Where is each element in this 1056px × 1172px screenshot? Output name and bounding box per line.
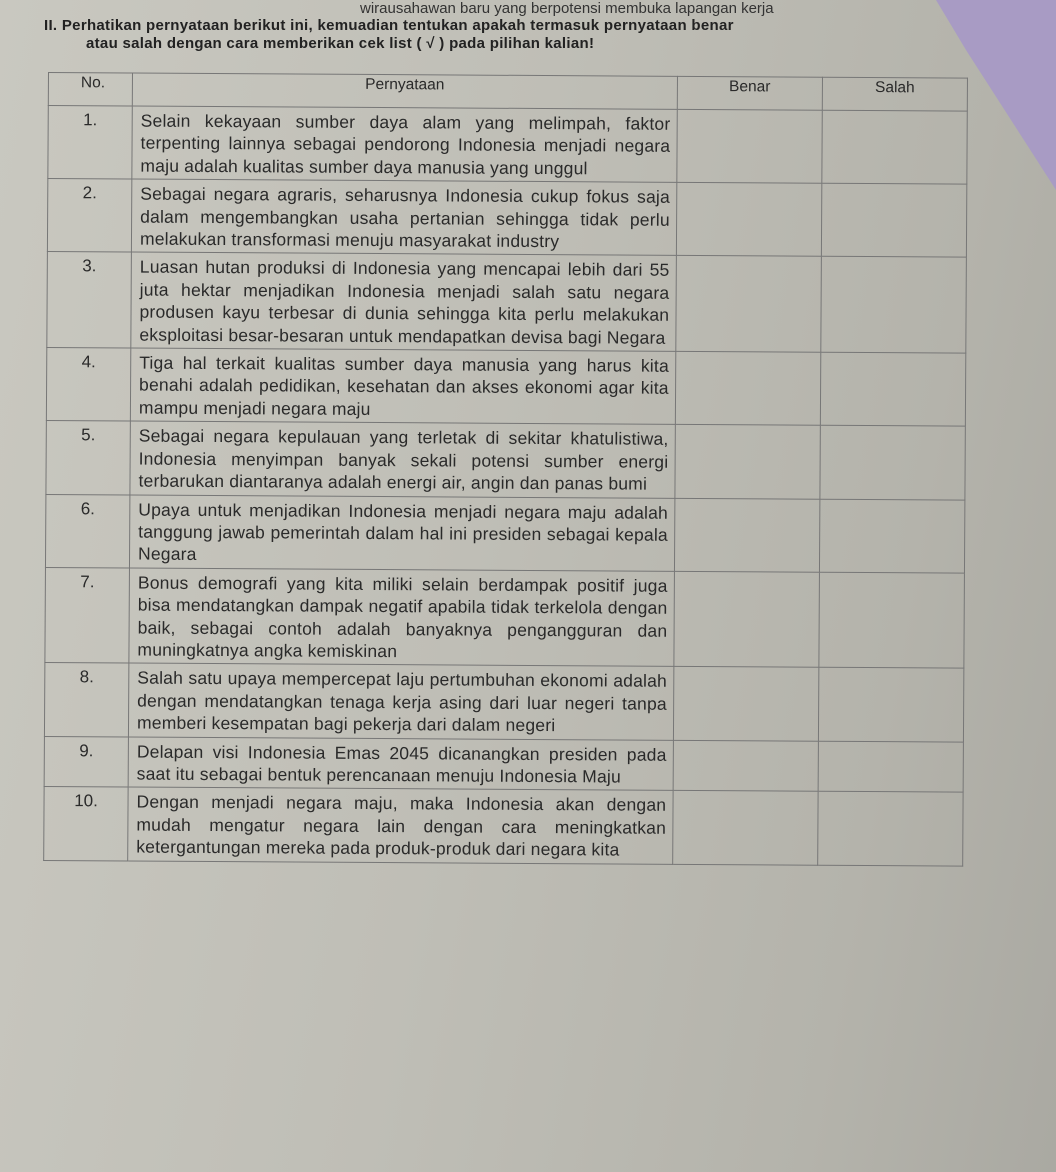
row-number: 5. [46, 421, 130, 495]
table-row [47, 179, 966, 258]
instruction-line-1: II. Perhatikan pernyataan berikut ini, kemuadian tentukan apakah termasuk pernyataan benar [44, 17, 734, 34]
column-false: Salah [822, 77, 967, 111]
false-checkbox-cell[interactable] [818, 792, 964, 866]
true-checkbox-cell[interactable] [675, 425, 821, 499]
true-checkbox-cell[interactable] [674, 498, 820, 572]
table-header-row [48, 73, 967, 112]
true-checkbox-cell[interactable] [676, 183, 822, 257]
statement-text: Luasan hutan produksi di Indonesia yang mencapai lebih dari 55 juta hektar menjadikan Indonesia menjadi salah satu negara produsen kayu terbesar di dunia sehingga kita perlu melakukan eksploitasi besar-besaran untuk mendapatkan devisa bagi Negara [131, 252, 676, 351]
previous-text-line: wirausahawan baru yang berpotensi membuka lapangan kerja [360, 0, 774, 17]
true-checkbox-cell[interactable] [675, 351, 821, 425]
table-row [44, 787, 963, 866]
row-number: 2. [47, 179, 131, 253]
row-number: 8. [44, 663, 128, 737]
true-checkbox-cell[interactable] [677, 109, 823, 183]
false-checkbox-cell[interactable] [820, 426, 966, 500]
column-true: Benar [677, 76, 822, 110]
row-number: 10. [44, 787, 128, 861]
true-false-table [43, 72, 968, 866]
statement-text: Sebagai negara kepulauan yang terletak di sekitar khatulistiwa, Indonesia menyimpan banyak sekali potensi sumber energi terbarukan diantaranya adalah energi air, angin dan panas bumi [130, 421, 675, 498]
statement-text: Dengan menjadi negara maju, maka Indonesia akan dengan mudah mengatur negara lain dengan cara meningkatkan ketergantungan mereka pada produk-produk dari negara kita [128, 787, 673, 864]
statement-text: Delapan visi Indonesia Emas 2045 dicanangkan presiden pada saat itu sebagai bentuk perencanaan menuju Indonesia Maju [128, 737, 673, 791]
table-row [45, 494, 964, 573]
instruction-line-2: atau salah dengan cara memberikan cek list ( √ ) pada pilihan kalian! [86, 35, 595, 52]
row-number: 7. [45, 567, 130, 663]
table-row [45, 567, 965, 668]
false-checkbox-cell[interactable] [821, 183, 967, 257]
true-checkbox-cell[interactable] [674, 571, 820, 668]
false-checkbox-cell[interactable] [820, 352, 966, 426]
table-row [44, 663, 963, 742]
table-row [48, 106, 967, 185]
table-row [46, 348, 965, 427]
table-row [47, 252, 967, 353]
true-checkbox-cell[interactable] [672, 791, 818, 865]
true-checkbox-cell[interactable] [673, 740, 819, 792]
false-checkbox-cell[interactable] [818, 741, 963, 793]
statement-text: Salah satu upaya mempercepat laju pertumbuhan ekonomi adalah dengan mendatangkan tenaga kerja asing dari luar negeri tanpa memberi kesempatan bagi pekerja dari dalam negeri [128, 663, 673, 740]
table-row [46, 421, 965, 500]
false-checkbox-cell[interactable] [819, 499, 965, 573]
false-checkbox-cell[interactable] [821, 257, 967, 354]
true-checkbox-cell[interactable] [673, 667, 819, 741]
false-checkbox-cell[interactable] [818, 668, 964, 742]
statement-text: Tiga hal terkait kualitas sumber daya manusia yang harus kita benahi adalah pedidikan, kesehatan dan akses ekonomi agar kita mampu menjadi negara maju [130, 348, 675, 425]
row-number: 9. [44, 736, 128, 787]
statement-text: Sebagai negara agraris, seharusnya Indonesia cukup fokus saja dalam mengembangkan usaha pertanian sehingga tidak perlu melakukan transformasi menuju masyarakat industry [131, 179, 676, 256]
row-number: 6. [45, 494, 129, 568]
row-number: 1. [48, 106, 132, 180]
section-instruction [44, 17, 1004, 53]
false-checkbox-cell[interactable] [819, 572, 965, 669]
statement-text: Upaya untuk menjadikan Indonesia menjadi negara maju adalah tanggung jawab pemerintah dalam hal ini presiden sebagai kepala Negara [129, 495, 674, 572]
table-row [44, 736, 963, 792]
column-no: No. [48, 73, 132, 107]
column-statement: Pernyataan [132, 73, 677, 109]
row-number: 3. [47, 252, 132, 348]
statement-text: Selain kekayaan sumber daya alam yang melimpah, faktor terpenting lainnya sebagai pendorong Indonesia menjadi negara maju adalah kualitas sumber daya manusia yang unggul [132, 106, 677, 183]
false-checkbox-cell[interactable] [822, 110, 968, 184]
statement-text: Bonus demografi yang kita miliki selain berdampak positif juga bisa mendatangkan dampak negatif apabila tidak terkelola dengan baik, sebagai contoh adalah banyaknya pengangguran dan muningkatnya angka kemiskinan [129, 568, 674, 667]
true-checkbox-cell[interactable] [676, 256, 822, 353]
row-number: 4. [46, 348, 130, 422]
